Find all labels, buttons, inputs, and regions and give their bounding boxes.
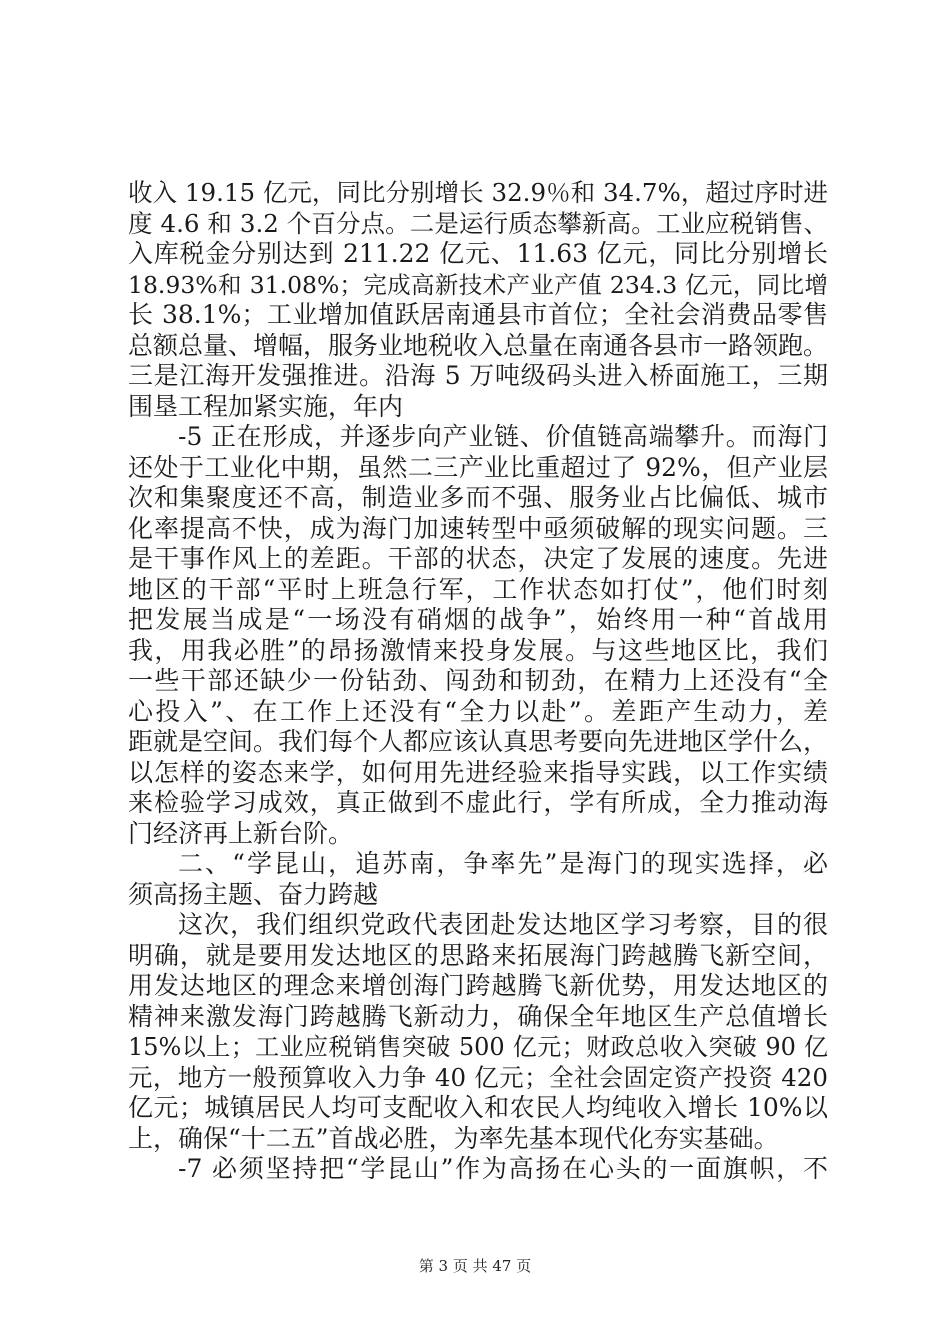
text-line: 15%以上；工业应税销售突破 500 亿元；财政总收入突破 90 亿 [128,1033,828,1061]
text-line: 地区的干部“平时上班急行军，工作状态如打仗”，他们时刻 [128,574,828,604]
text-line: 是干事作风上的差距。干部的状态，决定了发展的速度。先进 [128,544,828,573]
text-line: 一些干部还缺少一份钻劲、闯劲和韧劲，在精力上还没有“全 [128,666,828,695]
text-line: 围垦工程加紧实施，年内 [128,391,404,421]
text-line: 距就是空间。我们每个人都应该认真思考要向先进地区学什么， [128,727,829,756]
text-line: 心投入”、在工作上还没有“全力以赴”。差距产生动力，差 [128,696,828,726]
text-line: 精神来激发海门跨越腾飞新动力，确保全年地区生产总值增长 [128,1001,828,1031]
text-line: -5 正在形成，并逐步向产业链、价值链高端攀升。而海门 [178,422,828,451]
text-line: 亿元；城镇居民人均可支配收入和农民人均纯收入增长 10%以 [128,1093,828,1122]
text-line: -7 必须坚持把“学昆山”作为高扬在心头的一面旗帜，不 [178,1154,828,1183]
text-line: 长 38.1%；工业增加值跃居南通县市首位；全社会消费品零售 [128,300,828,329]
text-line: 收入 19.15 亿元，同比分别增长 32.9％和 34.7%，超过序时进 [128,178,828,207]
text-line: 用发达地区的理念来增创海门跨越腾飞新优势，用发达地区的 [128,971,828,1000]
text-line: 明确，就是要用发达地区的思路来拓展海门跨越腾飞新空间， [128,940,828,970]
page-footer: 第 3 页 共 47 页 [418,1257,532,1275]
text-line: 把发展当成是“一场没有硝烟的战争”，始终用一种“首战用 [128,605,828,634]
document-body [128,178,828,1185]
text-line: 度 4.6 和 3.2 个百分点。二是运行质态攀新高。工业应税销售、 [128,208,828,238]
text-line: 化率提高不快，成为海门加速转型中亟须破解的现实问题。三 [128,513,828,543]
text-line: 以怎样的姿态来学，如何用先进经验来指导实践，以工作实绩 [128,757,828,787]
text-line: 我，用我必胜”的昂扬激情来投身发展。与这些地区比，我们 [128,635,828,665]
text-line: 18.93%和 31.08%；完成高新技术产业产值 234.3 亿元，同比增 [128,270,828,299]
text-line: 二、“学昆山，追苏南，争率先”是海门的现实选择，必 [178,849,828,878]
text-line: 元，地方一般预算收入力争 40 亿元；全社会固定资产投资 420 [128,1062,828,1092]
text-line: 入库税金分别达到 211.22 亿元、11.63 亿元，同比分别增长 [128,239,828,268]
text-line: 来检验学习成效，真正做到不虚此行，学有所成，全力推动海 [128,788,828,817]
text-line: 上，确保“十二五”首战必胜，为率先基本现代化夯实基础。 [128,1123,779,1153]
text-line: 门经济再上新台阶。 [128,818,354,848]
text-line: 这次，我们组织党政代表团赴发达地区学习考察，目的很 [178,910,828,939]
text-line: 次和集聚度还不高，制造业多而不强、服务业占比偏低、城市 [128,483,828,512]
text-line: 还处于工业化中期，虽然二三产业比重超过了 92%，但产业层 [128,452,828,482]
text-line: 须高扬主题、奋力跨越 [128,879,379,909]
text-line: 总额总量、增幅，服务业地税收入总量在南通各县市一路领跑。 [128,330,829,360]
text-line: 三是江海开发强推进。沿海 5 万吨级码头进入桥面施工，三期 [128,361,828,390]
